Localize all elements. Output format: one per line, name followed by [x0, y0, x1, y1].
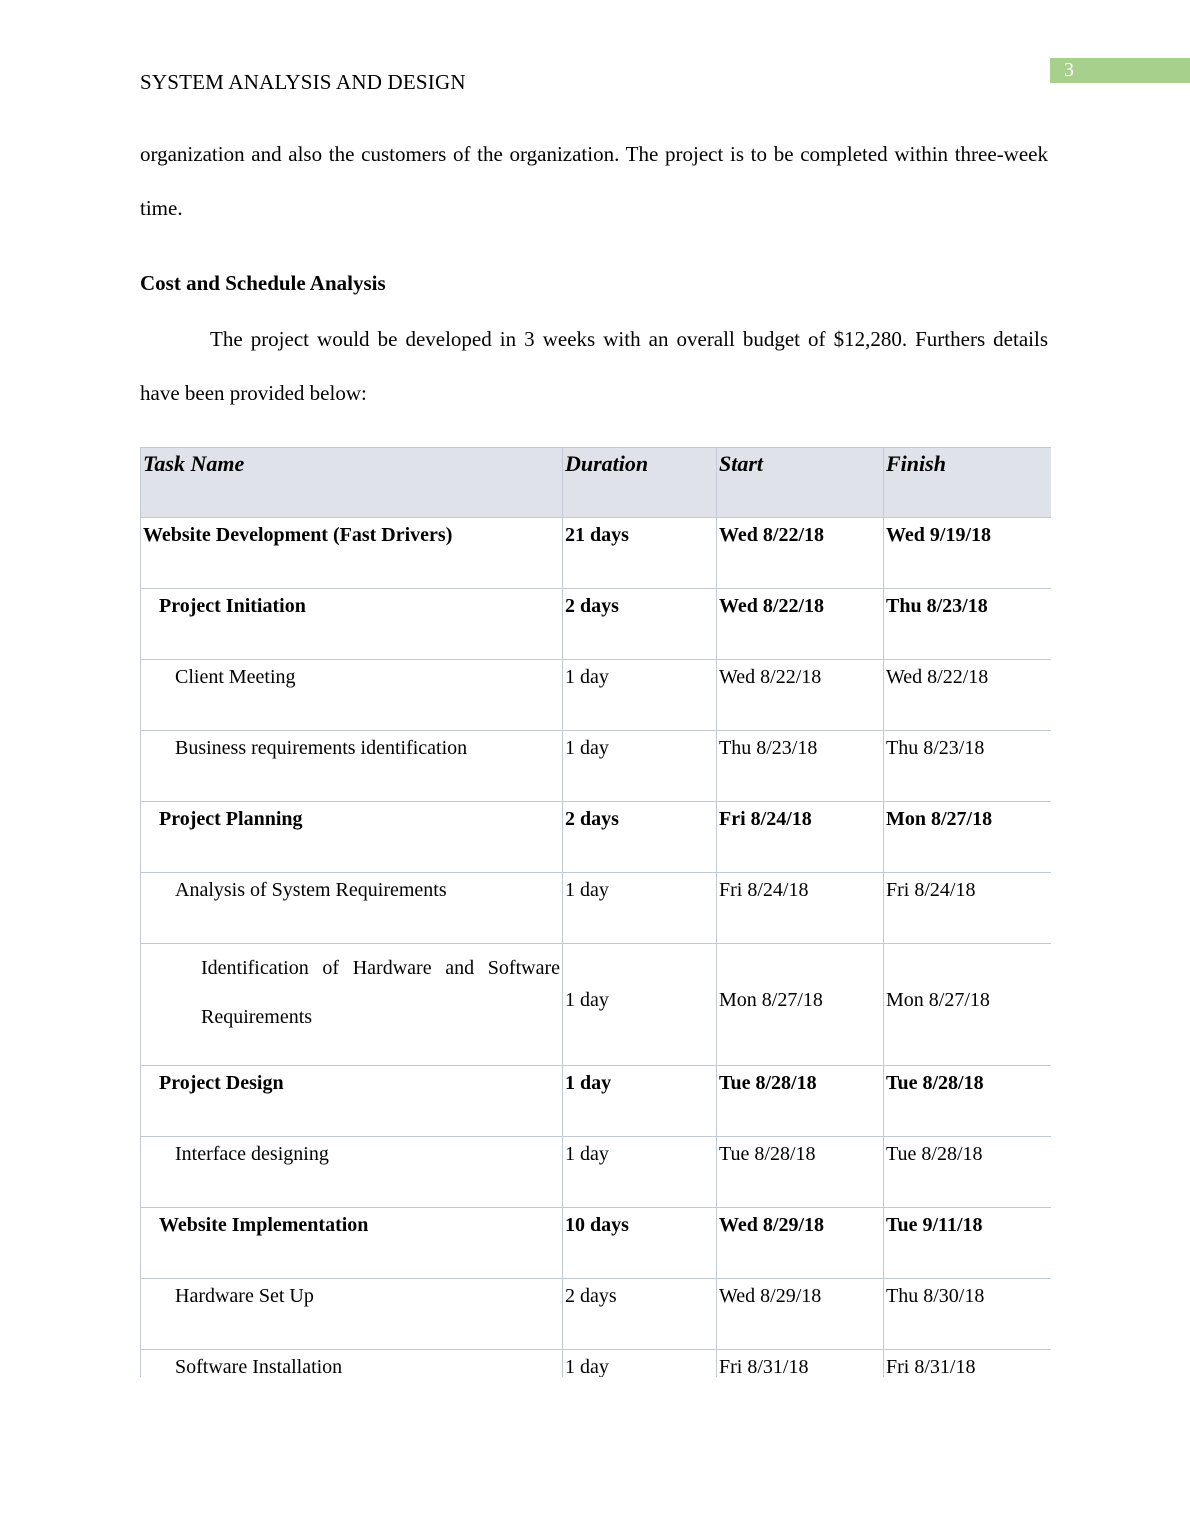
running-head: SYSTEM ANALYSIS AND DESIGN: [140, 70, 466, 94]
task-name-cell: Business requirements identification: [141, 731, 563, 802]
duration-cell: 1 day: [563, 660, 717, 731]
task-name-cell: Analysis of System Requirements: [141, 873, 563, 944]
duration-cell: 2 days: [563, 802, 717, 873]
finish-cell: Tue 8/28/18: [884, 1137, 1052, 1208]
task-name-cell: Project Planning: [141, 802, 563, 873]
column-header-task-name: Task Name: [141, 448, 563, 518]
duration-cell: 1 day: [563, 873, 717, 944]
task-name-cell: Project Initiation: [141, 589, 563, 660]
start-cell: Fri 8/24/18: [717, 873, 884, 944]
duration-cell: 2 days: [563, 589, 717, 660]
duration-cell: 10 days: [563, 1208, 717, 1279]
task-name-text: Identification of Hardware and Software Requirements: [201, 957, 560, 1028]
start-cell: Wed 8/29/18: [717, 1279, 884, 1350]
duration-cell: 1 day: [563, 1066, 717, 1137]
start-cell: Fri 8/31/18: [717, 1350, 884, 1378]
duration-cell: 1 day: [563, 1350, 717, 1378]
finish-cell: Thu 8/23/18: [884, 589, 1052, 660]
table-row: [141, 944, 1052, 1066]
start-cell: Wed 8/22/18: [717, 589, 884, 660]
finish-cell: Wed 9/19/18: [884, 518, 1052, 589]
table-row: [141, 731, 1052, 802]
task-name-cell: Client Meeting: [141, 660, 563, 731]
page-number: 3: [1064, 59, 1074, 81]
start-cell: Wed 8/29/18: [717, 1208, 884, 1279]
table-row: [141, 873, 1052, 944]
duration-cell: 1 day: [563, 944, 717, 1066]
table-row: [141, 660, 1052, 731]
column-header-duration: Duration: [563, 448, 717, 518]
table-row: [141, 802, 1052, 873]
column-header-start: Start: [717, 448, 884, 518]
table-row: [141, 1066, 1052, 1137]
start-cell: Tue 8/28/18: [717, 1137, 884, 1208]
start-cell: Mon 8/27/18: [717, 944, 884, 1066]
start-cell: Wed 8/22/18: [717, 518, 884, 589]
finish-cell: Mon 8/27/18: [884, 944, 1052, 1066]
task-name-cell: Project Design: [141, 1066, 563, 1137]
duration-cell: 1 day: [563, 731, 717, 802]
finish-cell: Fri 8/31/18: [884, 1350, 1052, 1378]
table-row: [141, 589, 1052, 660]
finish-cell: Tue 9/11/18: [884, 1208, 1052, 1279]
table-row: [141, 1208, 1052, 1279]
table-row: [141, 1350, 1052, 1378]
task-name-cell: Interface designing: [141, 1137, 563, 1208]
task-name-cell: [141, 944, 563, 1066]
table-header-row: [141, 448, 1052, 518]
task-name-cell: Website Development (Fast Drivers): [141, 518, 563, 589]
finish-cell: Tue 8/28/18: [884, 1066, 1052, 1137]
section-heading: Cost and Schedule Analysis: [140, 271, 386, 295]
duration-cell: 2 days: [563, 1279, 717, 1350]
body-paragraph-1: organization and also the customers of the organization. The project is to be completed within three-week time.: [140, 142, 1048, 220]
table-row: [141, 518, 1052, 589]
duration-cell: 1 day: [563, 1137, 717, 1208]
duration-cell: 21 days: [563, 518, 717, 589]
start-cell: Wed 8/22/18: [717, 660, 884, 731]
start-cell: Fri 8/24/18: [717, 802, 884, 873]
finish-cell: Fri 8/24/18: [884, 873, 1052, 944]
finish-cell: Thu 8/23/18: [884, 731, 1052, 802]
finish-cell: Wed 8/22/18: [884, 660, 1052, 731]
task-name-cell: Software Installation: [141, 1350, 563, 1378]
schedule-table: [140, 447, 1051, 1377]
task-name-cell: Website Implementation: [141, 1208, 563, 1279]
finish-cell: Mon 8/27/18: [884, 802, 1052, 873]
table-row: [141, 1137, 1052, 1208]
start-cell: Tue 8/28/18: [717, 1066, 884, 1137]
start-cell: Thu 8/23/18: [717, 731, 884, 802]
task-name-cell: Hardware Set Up: [141, 1279, 563, 1350]
table-row: [141, 1279, 1052, 1350]
column-header-finish: Finish: [884, 448, 1052, 518]
page-number-bar: [1050, 58, 1190, 83]
schedule-table-wrapper: [140, 447, 1051, 1377]
body-paragraph-2: The project would be developed in 3 weeks with an overall budget of $12,280. Furthers details have been provided below:: [140, 327, 1048, 405]
finish-cell: Thu 8/30/18: [884, 1279, 1052, 1350]
